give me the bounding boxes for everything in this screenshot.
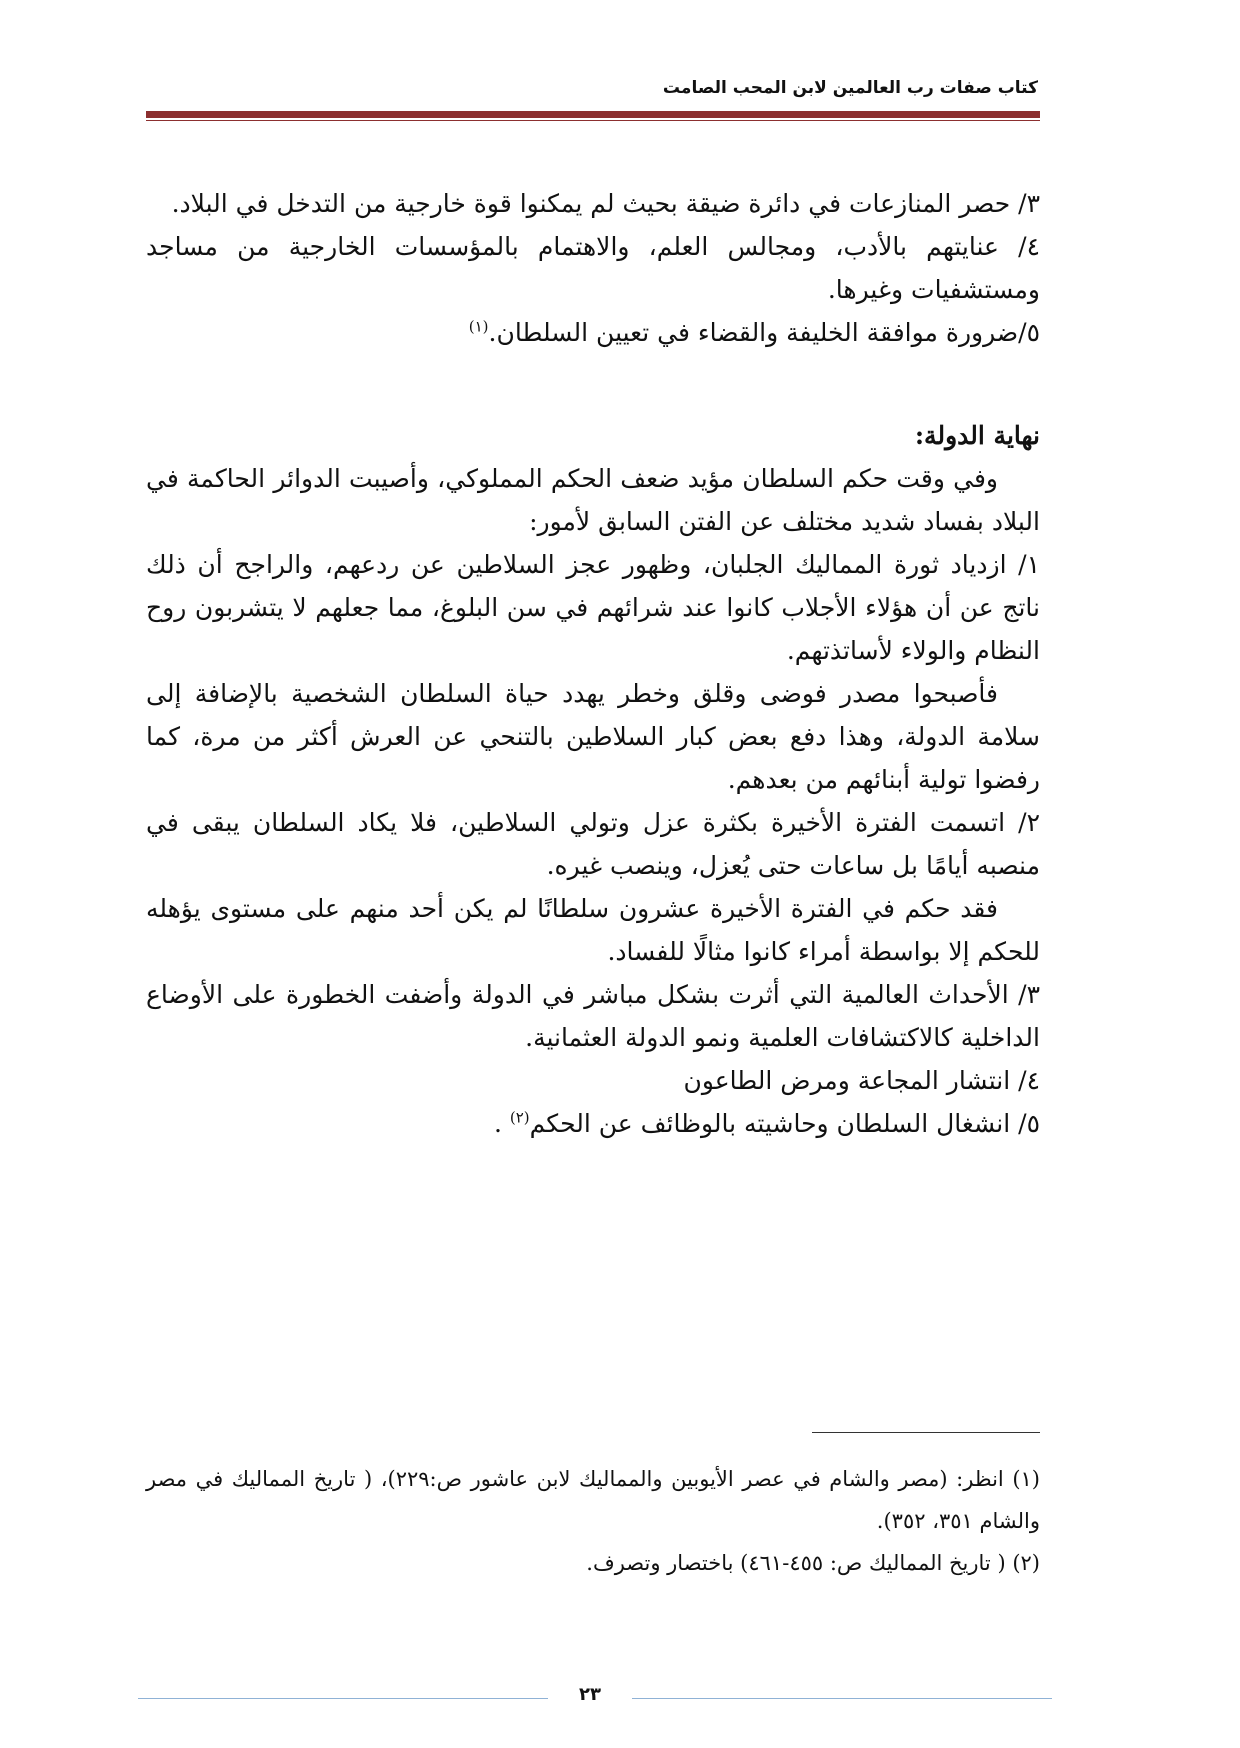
list-item: ٣/ الأحداث العالمية التي أثرت بشكل مباشر في الدولة وأضفت الخطورة على الأوضاع الداخلية كالاكتشافات العلمية ونمو الدولة العثمانية. (146, 980, 1040, 1052)
running-header-title: كتاب صفات رب العالمين لابن المحب الصامت (662, 78, 1038, 98)
page-number: ٢٣ (579, 1684, 601, 1705)
paragraph: فأصبحوا مصدر فوضى وقلق وخطر يهدد حياة السلطان الشخصية بالإضافة إلى سلامة الدولة، وهذا دفع بعض كبار السلاطين بالتنحي عن العرش أكثر من مرة، كما رفضوا تولية أبنائهم من بعدهم. (146, 679, 1040, 794)
main-text (146, 182, 1040, 1145)
header-rule-thick (146, 111, 1040, 118)
list-item-text: ٥/ضرورة موافقة الخليفة والقضاء في تعيين السلطان. (488, 318, 1040, 347)
list-item-text: ٥/ انشغال السلطان وحاشيته بالوظائف عن الحكم (529, 1109, 1040, 1138)
list-item: ٤/ عنايتهم بالأدب، ومجالس العلم، والاهتمام بالمؤسسات الخارجية من مساجد ومستشفيات وغيرها. (146, 232, 1040, 304)
list-item: ٢/ اتسمت الفترة الأخيرة بكثرة عزل وتولي السلاطين، فلا يكاد السلطان يبقى في منصبه أيامًا بل ساعات حتى يُعزل، وينصب غيره. (146, 808, 1040, 880)
paragraph: وفي وقت حكم السلطان مؤيد ضعف الحكم المملوكي، وأصيبت الدوائر الحاكمة في البلاد بفساد شديد مختلف عن الفتن السابق لأمور: (146, 464, 1040, 536)
footnote: (٢) ( تاريخ المماليك ص: ٤٥٥-٤٦١) باختصار وتصرف. (586, 1551, 1040, 1575)
header-rule-thin (146, 120, 1040, 121)
list-item-end: . (493, 1109, 510, 1138)
list-item (146, 311, 1040, 354)
list-item: ٣/ حصر المنازعات في دائرة ضيقة بحيث لم يمكنوا قوة خارجية من التدخل في البلاد. (171, 189, 1040, 218)
list-item (146, 1102, 1040, 1145)
list-item: ٤/ انتشار المجاعة ومرض الطاعون (683, 1066, 1040, 1095)
section-heading: نهاية الدولة: (914, 421, 1040, 450)
list-item: ١/ ازدياد ثورة المماليك الجلبان، وظهور عجز السلاطين عن ردعهم، والراجح أن ذلك ناتج عن أن هؤلاء الأجلاب كانوا عند شرائهم في سن البلوغ، مما جعلهم لا يتشربون روح النظام والولاء لأساتذتهم. (146, 550, 1040, 665)
footnote-ref[interactable]: (١) (468, 317, 489, 336)
paragraph: فقد حكم في الفترة الأخيرة عشرون سلطانًا لم يكن أحد منهم على مستوى يؤهله للحكم إلا بواسطة أمراء كانوا مثالًا للفساد. (146, 894, 1040, 966)
footnote-ref[interactable]: (٢) (509, 1108, 530, 1127)
footer-rule-right (632, 1698, 1052, 1699)
footnote: (١) انظر: (مصر والشام في عصر الأيوبين والمماليك لابن عاشور ص:٢٢٩)، ( تاريخ المماليك في مصر والشام ٣٥١، ٣٥٢). (146, 1467, 1040, 1533)
footer-rule-left (138, 1698, 548, 1699)
footnotes (146, 1458, 1040, 1584)
footnote-separator (812, 1432, 1040, 1433)
